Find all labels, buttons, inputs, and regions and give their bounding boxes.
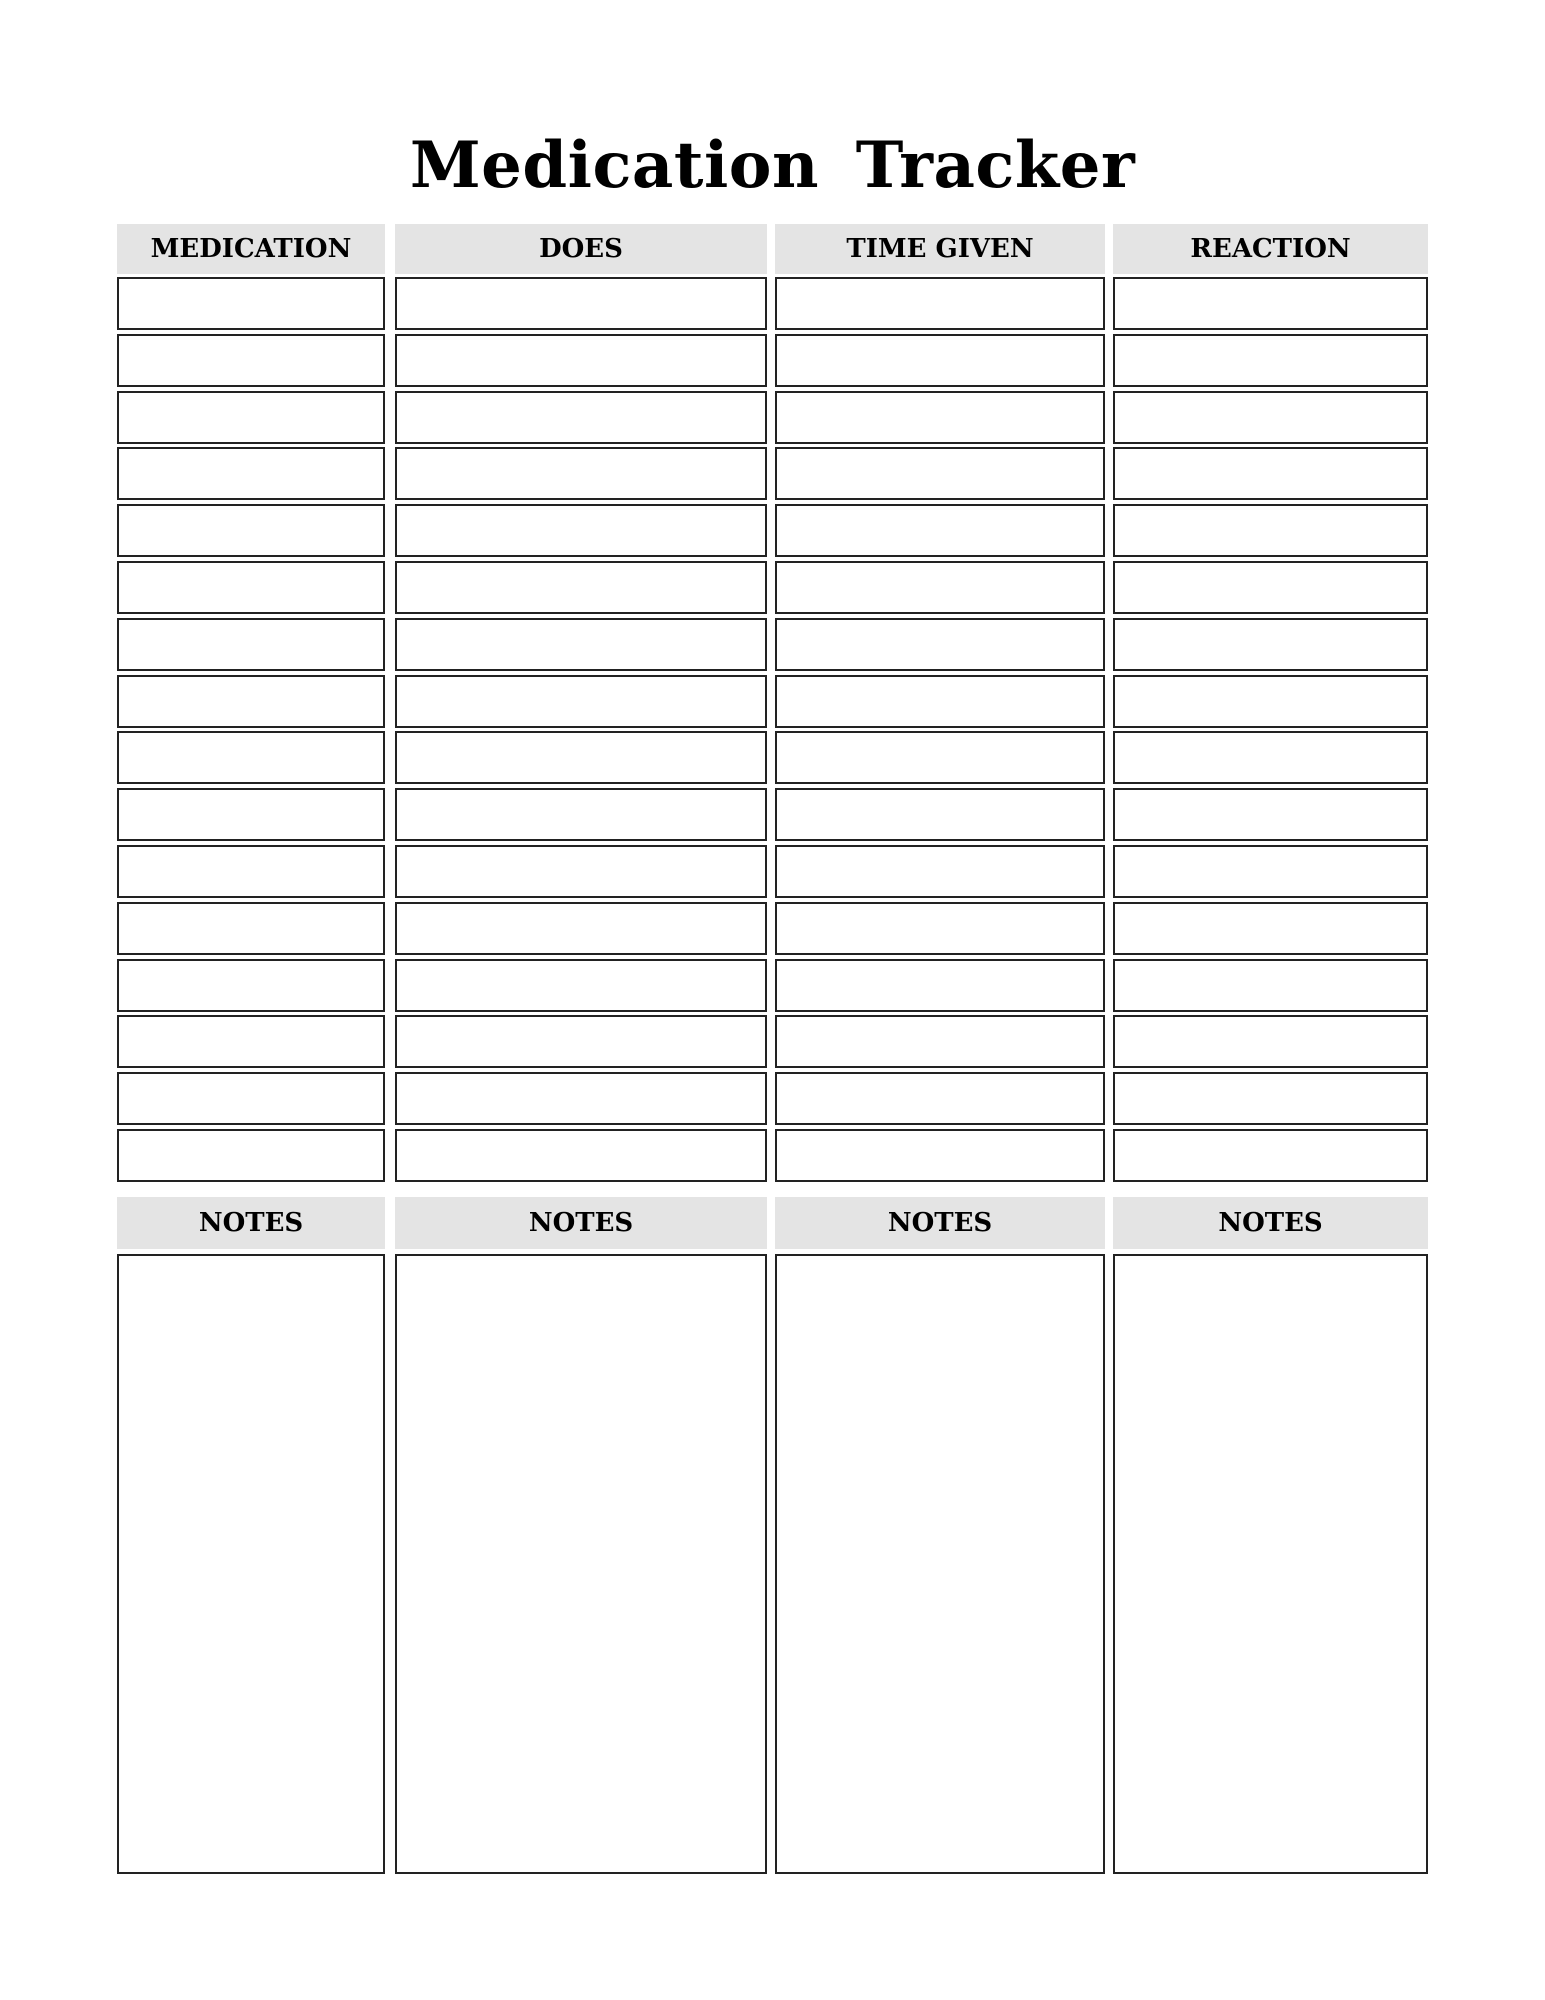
table-cell-medication[interactable] bbox=[117, 1015, 385, 1068]
table-cell-reaction[interactable] bbox=[1113, 334, 1428, 387]
table-cell-reaction[interactable] bbox=[1113, 447, 1428, 500]
table-cell-time-given[interactable] bbox=[775, 1129, 1105, 1182]
table-cell-medication[interactable] bbox=[117, 618, 385, 671]
notes-box[interactable] bbox=[117, 1254, 385, 1874]
column-header-does: DOES bbox=[395, 224, 767, 274]
table-cell-does[interactable] bbox=[395, 618, 767, 671]
page-title: Medication Tracker bbox=[409, 128, 1136, 203]
table-cell-reaction[interactable] bbox=[1113, 618, 1428, 671]
table-cell-does[interactable] bbox=[395, 561, 767, 614]
table-cell-does[interactable] bbox=[395, 788, 767, 841]
table-cell-reaction[interactable] bbox=[1113, 788, 1428, 841]
table-cell-time-given[interactable] bbox=[775, 731, 1105, 784]
table-cell-does[interactable] bbox=[395, 1129, 767, 1182]
table-cell-reaction[interactable] bbox=[1113, 1015, 1428, 1068]
table-cell-time-given[interactable] bbox=[775, 1072, 1105, 1125]
table-cell-reaction[interactable] bbox=[1113, 1072, 1428, 1125]
table-cell-reaction[interactable] bbox=[1113, 277, 1428, 330]
notes-header: NOTES bbox=[117, 1197, 385, 1249]
table-cell-does[interactable] bbox=[395, 675, 767, 728]
table-cell-reaction[interactable] bbox=[1113, 675, 1428, 728]
table-cell-does[interactable] bbox=[395, 902, 767, 955]
table-cell-time-given[interactable] bbox=[775, 959, 1105, 1012]
table-cell-does[interactable] bbox=[395, 959, 767, 1012]
table-cell-medication[interactable] bbox=[117, 447, 385, 500]
table-cell-time-given[interactable] bbox=[775, 902, 1105, 955]
table-cell-time-given[interactable] bbox=[775, 561, 1105, 614]
table-cell-time-given[interactable] bbox=[775, 447, 1105, 500]
table-cell-medication[interactable] bbox=[117, 561, 385, 614]
column-header-medication: MEDICATION bbox=[117, 224, 385, 274]
table-cell-reaction[interactable] bbox=[1113, 902, 1428, 955]
table-cell-time-given[interactable] bbox=[775, 334, 1105, 387]
table-cell-time-given[interactable] bbox=[775, 788, 1105, 841]
table-cell-medication[interactable] bbox=[117, 1072, 385, 1125]
table-cell-time-given[interactable] bbox=[775, 391, 1105, 444]
table-cell-does[interactable] bbox=[395, 391, 767, 444]
table-cell-does[interactable] bbox=[395, 845, 767, 898]
notes-header: NOTES bbox=[775, 1197, 1105, 1249]
table-cell-does[interactable] bbox=[395, 334, 767, 387]
table-cell-medication[interactable] bbox=[117, 675, 385, 728]
table-cell-reaction[interactable] bbox=[1113, 391, 1428, 444]
table-cell-medication[interactable] bbox=[117, 334, 385, 387]
table-cell-reaction[interactable] bbox=[1113, 561, 1428, 614]
table-cell-medication[interactable] bbox=[117, 788, 385, 841]
table-cell-medication[interactable] bbox=[117, 902, 385, 955]
notes-box[interactable] bbox=[1113, 1254, 1428, 1874]
table-cell-reaction[interactable] bbox=[1113, 504, 1428, 557]
table-cell-does[interactable] bbox=[395, 1072, 767, 1125]
table-cell-medication[interactable] bbox=[117, 391, 385, 444]
table-cell-does[interactable] bbox=[395, 504, 767, 557]
table-cell-reaction[interactable] bbox=[1113, 731, 1428, 784]
notes-box[interactable] bbox=[395, 1254, 767, 1874]
table-cell-time-given[interactable] bbox=[775, 504, 1105, 557]
column-header-time-given: TIME GIVEN bbox=[775, 224, 1105, 274]
table-cell-medication[interactable] bbox=[117, 504, 385, 557]
column-header-reaction: REACTION bbox=[1113, 224, 1428, 274]
table-cell-time-given[interactable] bbox=[775, 618, 1105, 671]
table-cell-medication[interactable] bbox=[117, 731, 385, 784]
table-cell-does[interactable] bbox=[395, 277, 767, 330]
table-cell-reaction[interactable] bbox=[1113, 959, 1428, 1012]
notes-box[interactable] bbox=[775, 1254, 1105, 1874]
table-cell-reaction[interactable] bbox=[1113, 1129, 1428, 1182]
table-cell-does[interactable] bbox=[395, 1015, 767, 1068]
table-cell-medication[interactable] bbox=[117, 845, 385, 898]
table-cell-time-given[interactable] bbox=[775, 1015, 1105, 1068]
table-cell-medication[interactable] bbox=[117, 959, 385, 1012]
notes-header: NOTES bbox=[1113, 1197, 1428, 1249]
table-cell-does[interactable] bbox=[395, 731, 767, 784]
table-cell-medication[interactable] bbox=[117, 277, 385, 330]
table-cell-medication[interactable] bbox=[117, 1129, 385, 1182]
table-cell-time-given[interactable] bbox=[775, 845, 1105, 898]
table-cell-does[interactable] bbox=[395, 447, 767, 500]
notes-header: NOTES bbox=[395, 1197, 767, 1249]
table-cell-reaction[interactable] bbox=[1113, 845, 1428, 898]
table-cell-time-given[interactable] bbox=[775, 277, 1105, 330]
table-cell-time-given[interactable] bbox=[775, 675, 1105, 728]
